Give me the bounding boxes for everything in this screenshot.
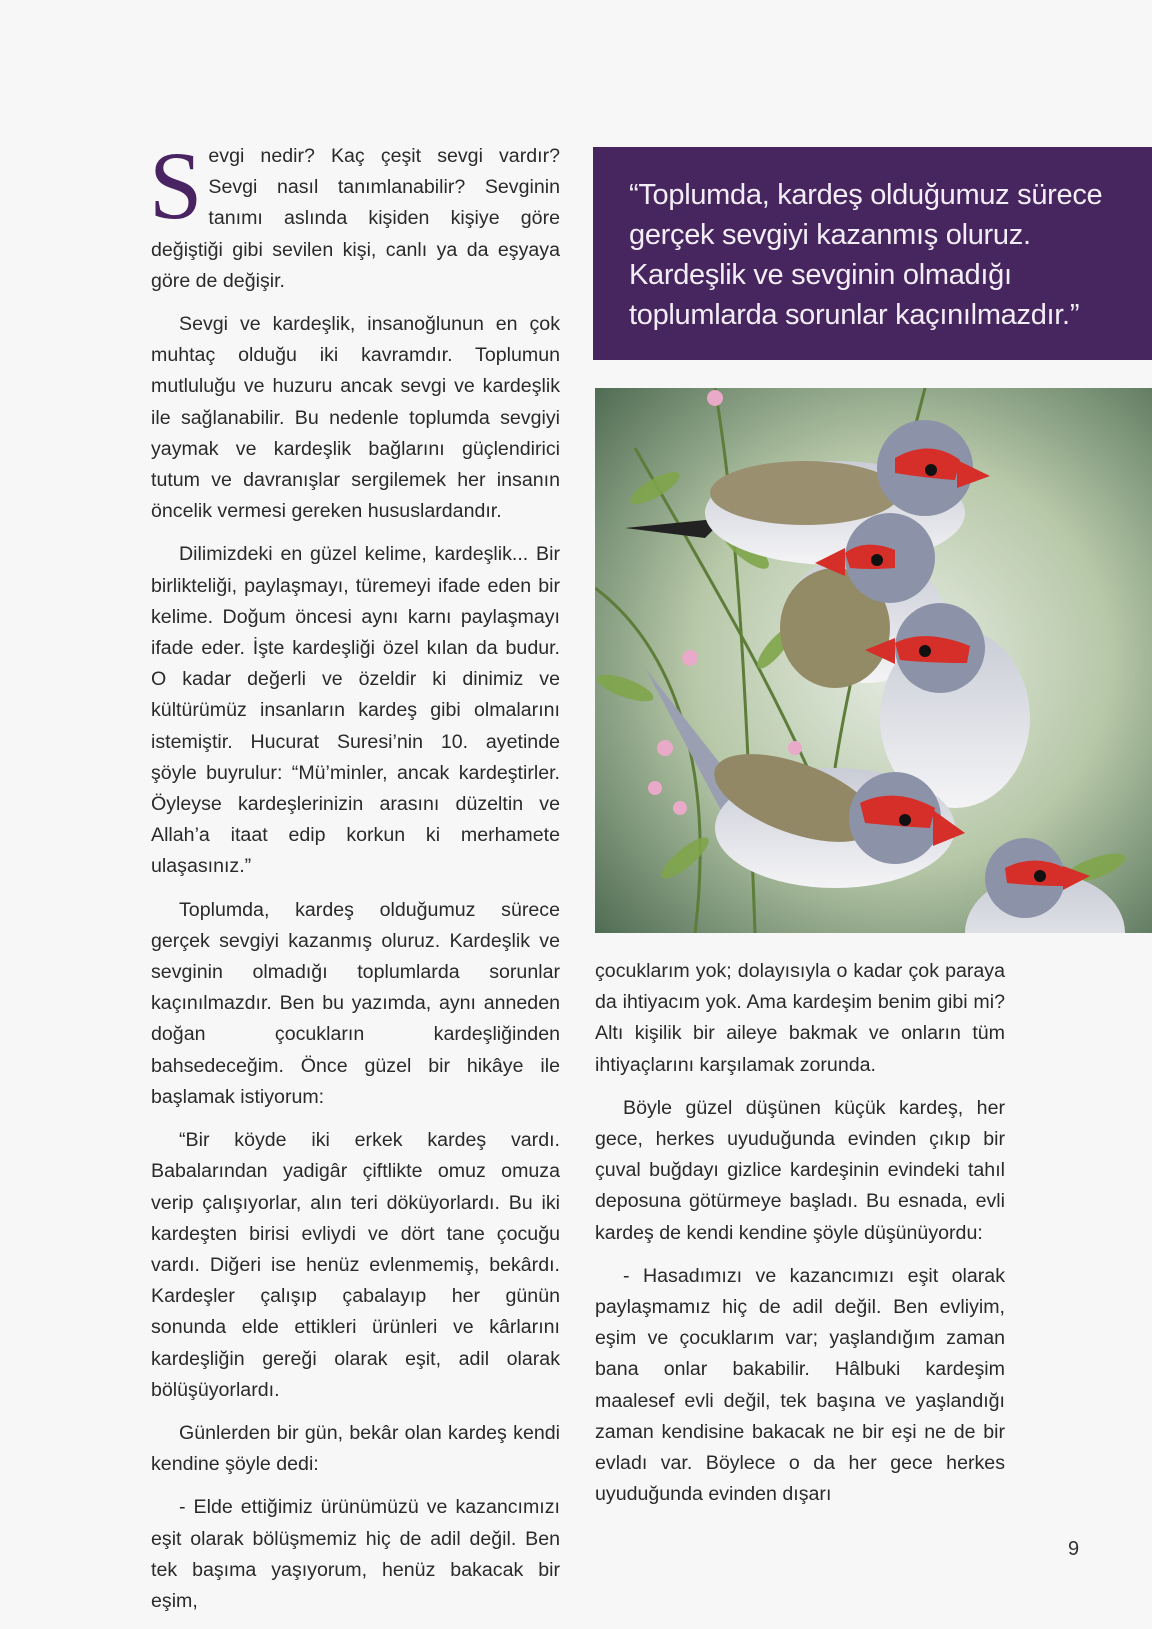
birds-painting-image [595, 388, 1152, 933]
paragraph-3: Dilimizdeki en güzel kelime, kardeşlik... Bir birlikteliği, paylaşmayı, türemeyi ifade eden bir kelime. Doğum öncesi aynı karnı paylaşmayı ifade eder. İşte kardeşliği özel kılan da budur. O kadar değerli ve özeldir ki dinimiz ve kültürümüz insanların kardeş gibi olmalarını istemiştir. Hucurat Suresi’nin 10. ayetinde şöyle buyrulur: “Mü’minler, ancak kardeştirler. Öyleyse kardeşlerinizin arasını düzeltin ve Allah’a itaat edip korkun ki merhamete ulaşasınız.” [151, 543, 560, 878]
paragraph-8: çocuklarım yok; dolayısıyla o kadar çok paraya da ihtiyacım yok. Ama kardeşim benim gibi mi? Altı kişilik bir aileye bakmak ve onların tüm ihtiyaçlarını karşılamak zorunda. [595, 960, 1005, 1076]
paragraph-1 [149, 132, 560, 297]
paragraph-9: Böyle güzel düşünen küçük kardeş, her gece, herkes uyuduğunda evinden çıkıp bir çuval buğdayı gizlice kardeşinin evindeki tahıl deposuna götürmeye başladı. Bu esnada, evli kardeş de kendi kendine şöyle düşünüyordu: [595, 1096, 1005, 1244]
paragraph-2: Sevgi ve kardeşlik, insanoğlunun en çok muhtaç olduğu iki kavramdır. Toplumun mutluluğu ve huzuru ancak sevgi ve kardeşlik ile sağlanabilir. Bu nedenle toplumda sevgiyi yaymak ve kardeşlik bağlarını güçlendirici tutum ve davranışlar sergilemek her insanın öncelik vermesi gereken hususlardandır. [151, 313, 560, 523]
paragraph-6: Günlerden bir gün, bekâr olan kardeş kendi kendine şöyle dedi: [151, 1421, 560, 1476]
paragraph-1-text: evgi nedir? Kaç çeşit sevgi vardır? Sevgi nasıl tanımlanabilir? Sevginin tanımı aslında kişiden kişiye göre değiştiği gibi sevilen kişi, canlı ya da eşyaya göre de değişir. [151, 145, 560, 292]
left-text-column [149, 132, 560, 1629]
pull-quote-box [593, 147, 1152, 360]
paragraph-4: Toplumda, kardeş olduğumuz sürece gerçek sevgiyi kazanmış oluruz. Kardeşlik ve sevginin olmadığı toplumlarda sorunlar kaçınılmazdır. Ben bu yazımda, aynı anneden doğan çocukların kardeşliğinden bahsedeceğim. Önce güzel bir hikâye ile başlamak istiyorum: [151, 898, 560, 1108]
drop-cap: S [149, 132, 203, 239]
paragraph-5: “Bir köyde iki erkek kardeş vardı. Babalarından yadigâr çiftlikte omuz omuza verip çalışıyorlar, alın teri döküyorlardı. Bu iki kardeşten birisi evliydi ve dört tane çocuğu vardı. Diğeri ise henüz evlenmemiş, bekârdı. Kardeşler çalışıp çabalayıp her günün sonunda elde ettikleri ürünleri ve kârlarını kardeşliğin gereği olarak eşit, adil olarak bölüşüyorlardı. [151, 1129, 560, 1401]
birds-illustration [595, 388, 1152, 933]
page-number: 9 [1068, 1538, 1080, 1560]
paragraph-7: - Elde ettiğimiz ürünümüzü ve kazancımızı eşit olarak bölüşmemiz hiç de adil değil. Ben tek başıma yaşıyorum, henüz bakacak bir eşim, [151, 1496, 560, 1612]
pull-quote-text: “Toplumda, kardeş olduğumuz sürece gerçek sevgiyi kazanmış oluruz. Kardeşlik ve sevginin olmadığı toplumlarda sorunlar kaçınılmazdır.” [629, 179, 1103, 331]
paragraph-10: - Hasadımızı ve kazancımızı eşit olarak paylaşmamız hiç de adil değil. Ben evliyim, eşim ve çocuklarım var; yaşlandığım zaman bana onlar bakabilir. Hâlbuki kardeşim maalesef evli değil, tek başına ve yaşlandığı zaman kendisine bakacak ne bir eşi ne de bir evladı var. Böylece o da her gece herkes uyuduğunda evinden dışarı [595, 1264, 1005, 1506]
right-text-column [595, 956, 1005, 1522]
